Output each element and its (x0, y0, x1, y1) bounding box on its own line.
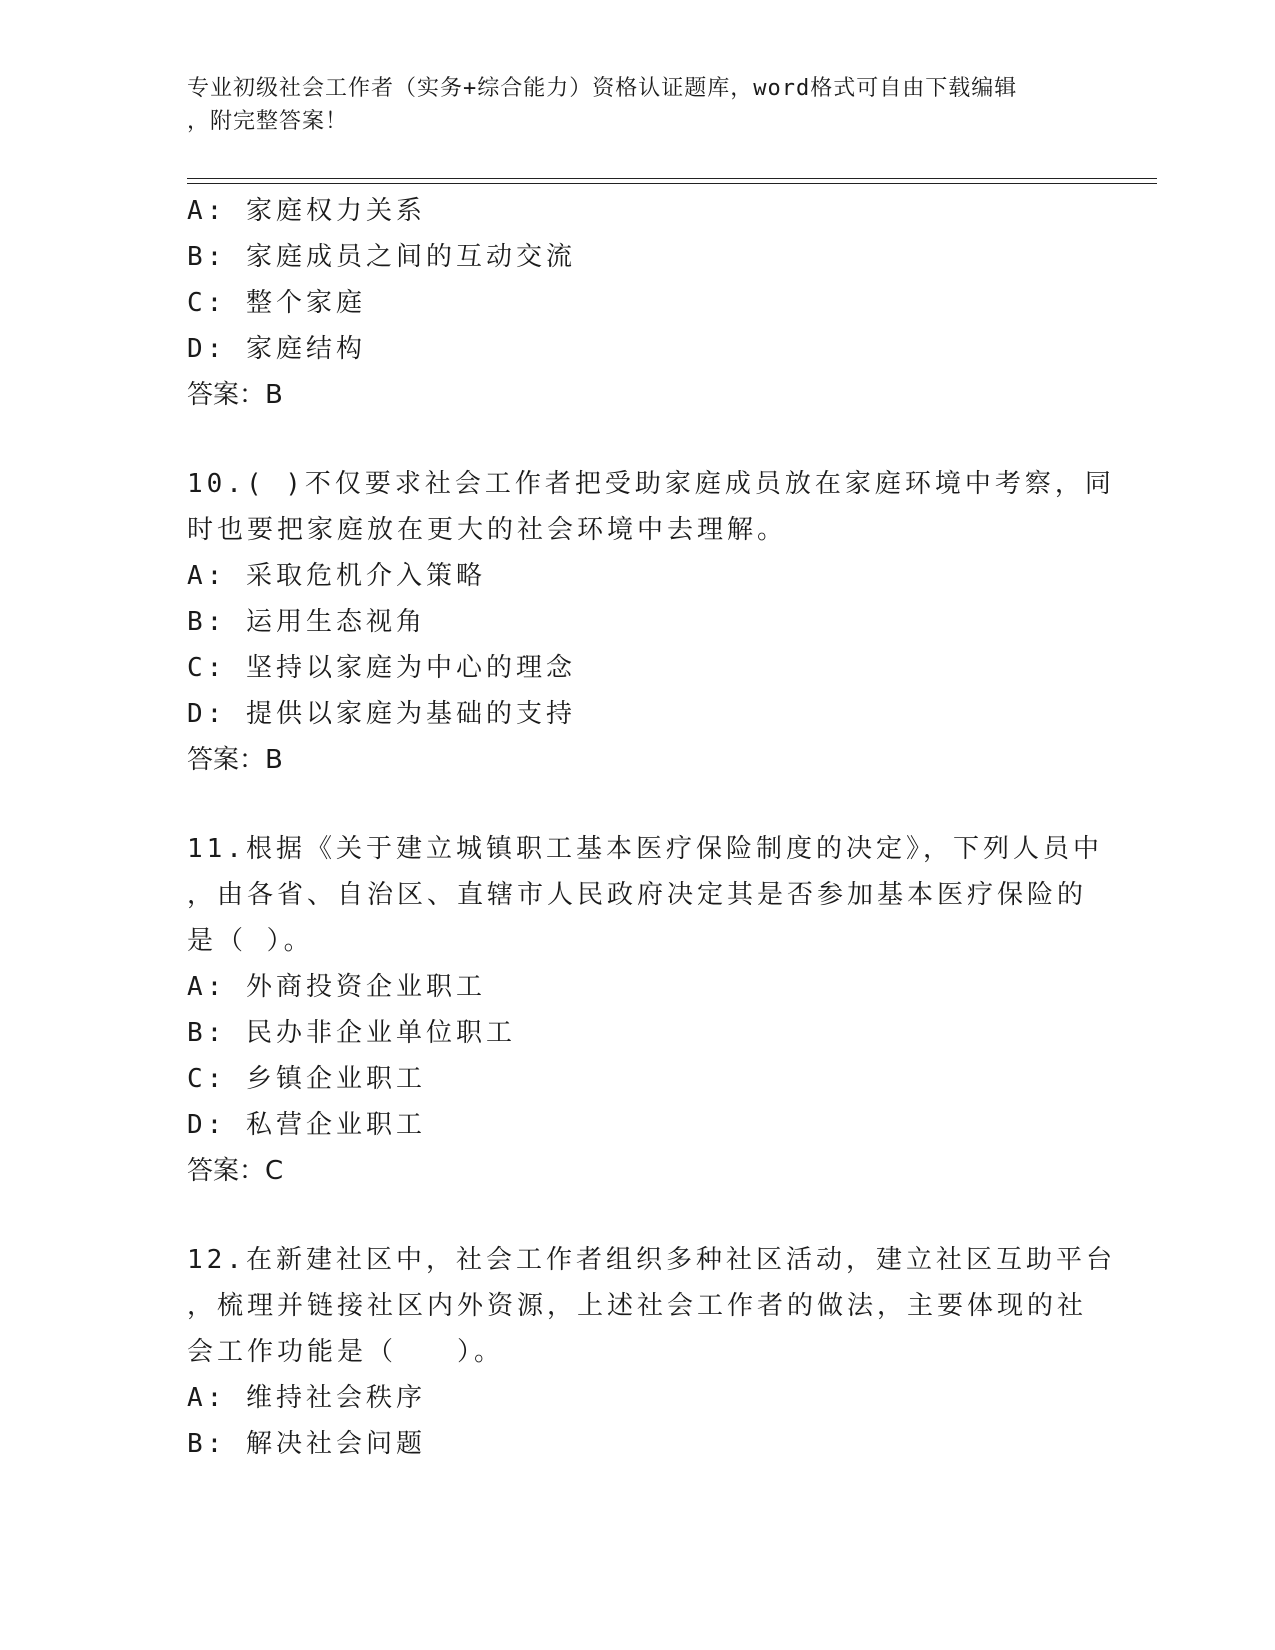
question-text-line: 12.在新建社区中，社会工作者组织多种社区活动，建立社区互助平台 (187, 1245, 1116, 1275)
header-divider-bottom (187, 183, 1157, 184)
question-text-line: ，梳理并链接社区内外资源，上述社会工作者的做法，主要体现的社 (187, 1291, 1088, 1321)
answer: 答案：B (187, 745, 283, 775)
question-12 (187, 1237, 1116, 1467)
question-text-line: 11.根据《关于建立城镇职工基本医疗保险制度的决定》，下列人员中 (187, 834, 1103, 864)
question-text-line: 会工作功能是（ ）。 (187, 1337, 505, 1367)
option-d: D: 家庭结构 (187, 334, 366, 364)
question-text-line: 时也要把家庭放在更大的社会环境中去理解。 (187, 515, 788, 545)
option-c: C: 整个家庭 (187, 288, 366, 318)
answer: 答案：B (187, 380, 283, 410)
spacer (187, 418, 1087, 461)
header-title-line-2: ，附完整答案！ (187, 109, 349, 134)
question-text-line: 是（ ）。 (187, 926, 314, 956)
option-d: D: 提供以家庭为基础的支持 (187, 699, 576, 729)
option-b: B: 运用生态视角 (187, 607, 426, 637)
question-10 (187, 461, 1115, 783)
header-divider-top (187, 178, 1157, 179)
question-text-line: 10.( )不仅要求社会工作者把受助家庭成员放在家庭环境中考察，同 (187, 469, 1115, 499)
option-b: B: 解决社会问题 (187, 1429, 426, 1459)
question-11 (187, 826, 1103, 1194)
option-a: A: 外商投资企业职工 (187, 972, 486, 1002)
answer: 答案：C (187, 1156, 284, 1186)
option-c: C: 乡镇企业职工 (187, 1064, 426, 1094)
option-a: A: 家庭权力关系 (187, 196, 426, 226)
option-c: C: 坚持以家庭为中心的理念 (187, 653, 576, 683)
question-text-line: ，由各省、自治区、直辖市人民政府决定其是否参加基本医疗保险的 (187, 880, 1088, 910)
option-a: A: 维持社会秩序 (187, 1383, 426, 1413)
spacer (187, 1194, 1087, 1237)
option-b: B: 民办非企业单位职工 (187, 1018, 516, 1048)
question-9 (187, 188, 1087, 418)
spacer (187, 783, 1087, 826)
document-header (187, 72, 1087, 138)
header-title-line-1: 专业初级社会工作者（实务+综合能力）资格认证题库，word格式可自由下载编辑 (187, 76, 1018, 101)
option-b: B: 家庭成员之间的互动交流 (187, 242, 576, 272)
option-a: A: 采取危机介入策略 (187, 561, 486, 591)
option-d: D: 私营企业职工 (187, 1110, 426, 1140)
question-content (187, 188, 1116, 1467)
